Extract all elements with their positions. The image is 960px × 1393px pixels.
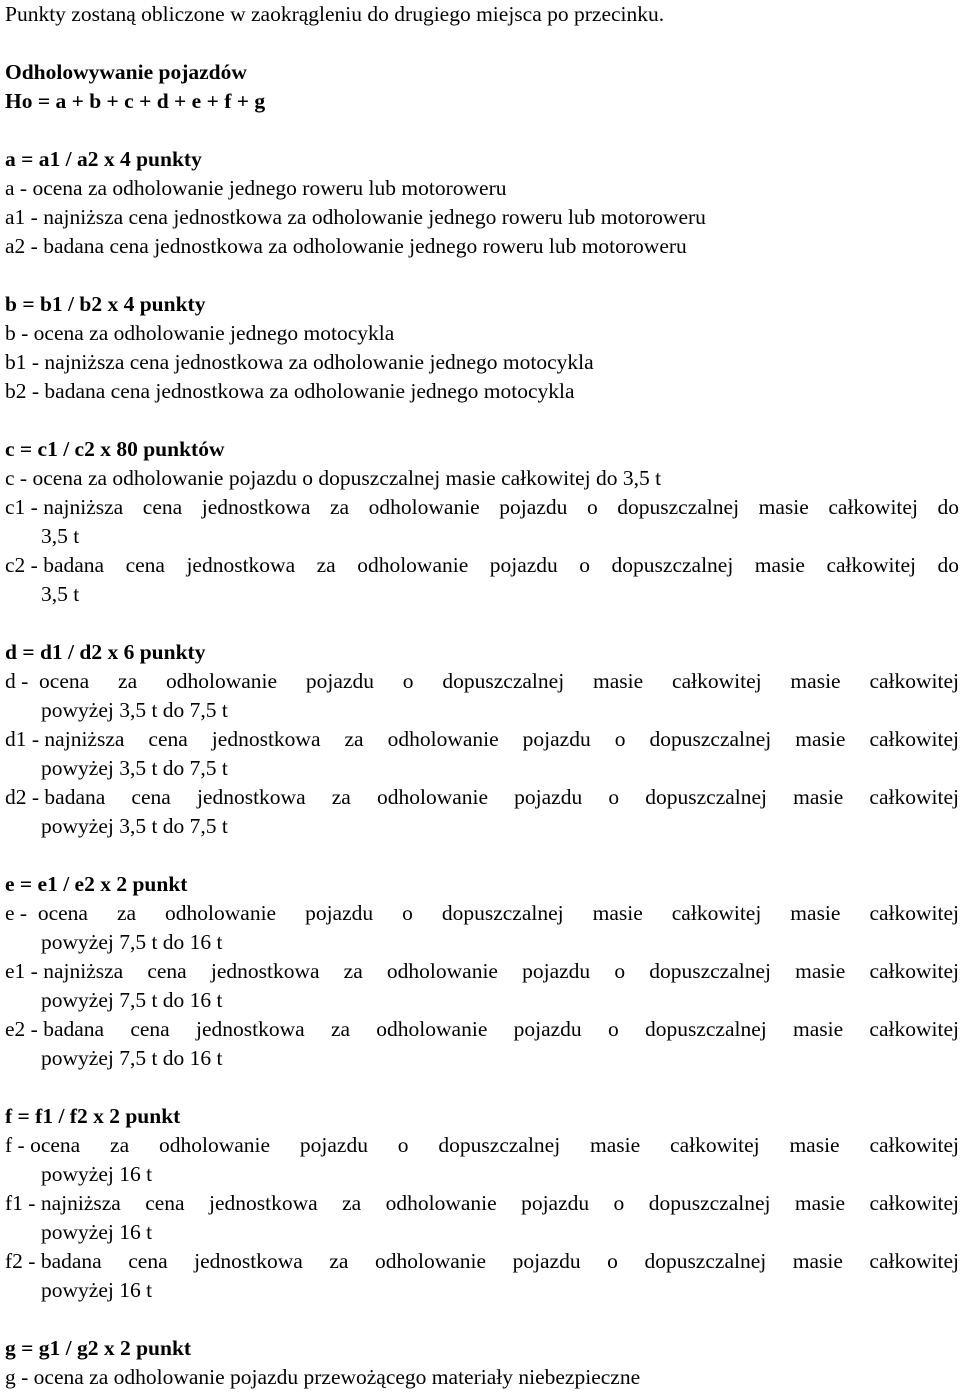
def-code: c2 - <box>5 553 44 577</box>
def-c2 <box>5 551 959 580</box>
document-page <box>5 0 959 1392</box>
intro-text: Punkty zostaną obliczone w zaokrągleniu do drugiego miejsca po przecinku. <box>5 2 665 26</box>
def-text: najniższa cena jednostkowa za odholowanie pojazdu o dopuszczalnej masie całkowitej <box>44 727 959 751</box>
main-formula: Ho = a + b + c + d + e + f + g <box>5 89 266 113</box>
def-e2 <box>5 1015 959 1044</box>
def-f-continuation: powyżej 16 t <box>41 1162 153 1186</box>
def-e-continuation: powyżej 7,5 t do 16 t <box>41 930 223 954</box>
formula-a: a = a1 / a2 x 4 punkty <box>5 147 202 171</box>
def-b: b - ocena za odholowanie jednego motocykla <box>5 321 395 345</box>
def-a1: a1 - najniższa cena jednostkowa za odholowanie jednego roweru lub motoroweru <box>5 205 706 229</box>
def-code: d2 - <box>5 785 45 809</box>
formula-e: e = e1 / e2 x 2 punkt <box>5 872 188 896</box>
def-code: d - <box>5 669 40 693</box>
def-code: f2 - <box>5 1249 41 1273</box>
def-text: badana cena jednostkowa za odholowanie pojazdu o dopuszczalnej masie całkowitej <box>40 1249 959 1273</box>
def-e <box>5 899 959 928</box>
def-f2-continuation: powyżej 16 t <box>41 1278 153 1302</box>
spacer <box>5 841 959 870</box>
def-text: najniższa cena jednostkowa za odholowanie pojazdu o dopuszczalnej masie całkowitej <box>43 959 959 983</box>
spacer <box>5 1073 959 1102</box>
def-code: d1 - <box>5 727 45 751</box>
def-text: badana cena jednostkowa za odholowanie pojazdu o dopuszczalnej masie całkowitej do <box>43 553 959 577</box>
def-a: a - ocena za odholowanie jednego roweru lub motoroweru <box>5 176 507 200</box>
def-f2 <box>5 1247 959 1276</box>
formula-d: d = d1 / d2 x 6 punkty <box>5 640 206 664</box>
spacer <box>5 261 959 290</box>
def-g: g - ocena za odholowanie pojazdu przewożącego materiały niebezpieczne <box>5 1365 641 1389</box>
def-b1: b1 - najniższa cena jednostkowa za odholowanie jednego motocykla <box>5 350 594 374</box>
def-d-continuation: powyżej 3,5 t do 7,5 t <box>41 698 228 722</box>
def-text: najniższa cena jednostkowa za odholowanie pojazdu o dopuszczalnej masie całkowitej do <box>43 495 959 519</box>
spacer <box>5 29 959 58</box>
def-text: ocena za odholowanie pojazdu o dopuszczalnej masie całkowitej masie całkowitej <box>37 901 959 925</box>
def-c: c - ocena za odholowanie pojazdu o dopuszczalnej masie całkowitej do 3,5 t <box>5 466 662 490</box>
def-d1-continuation: powyżej 3,5 t do 7,5 t <box>41 756 228 780</box>
def-text: najniższa cena jednostkowa za odholowanie pojazdu o dopuszczalnej masie całkowitej <box>40 1191 959 1215</box>
section-title: Odholowywanie pojazdów <box>5 60 247 84</box>
def-code: f1 - <box>5 1191 41 1215</box>
spacer <box>5 1305 959 1334</box>
def-c1 <box>5 493 959 522</box>
def-b2: b2 - badana cena jednostkowa za odholowanie jednego motocykla <box>5 379 575 403</box>
def-code: f - <box>5 1133 31 1157</box>
def-text: ocena za odholowanie pojazdu o dopuszczalnej masie całkowitej masie całkowitej <box>30 1133 959 1157</box>
def-code: e - <box>5 901 38 925</box>
spacer <box>5 116 959 145</box>
def-d1 <box>5 725 959 754</box>
def-text: badana cena jednostkowa za odholowanie pojazdu o dopuszczalnej masie całkowitej <box>44 785 959 809</box>
def-code: c1 - <box>5 495 44 519</box>
def-f1 <box>5 1189 959 1218</box>
formula-f: f = f1 / f2 x 2 punkt <box>5 1104 181 1128</box>
spacer <box>5 609 959 638</box>
def-e2-continuation: powyżej 7,5 t do 16 t <box>41 1046 223 1070</box>
def-f <box>5 1131 959 1160</box>
def-e1-continuation: powyżej 7,5 t do 16 t <box>41 988 223 1012</box>
def-d2 <box>5 783 959 812</box>
def-e1 <box>5 957 959 986</box>
def-c2-continuation: 3,5 t <box>41 582 80 606</box>
def-d <box>5 667 959 696</box>
def-f1-continuation: powyżej 16 t <box>41 1220 153 1244</box>
def-c1-continuation: 3,5 t <box>41 524 80 548</box>
formula-b: b = b1 / b2 x 4 punkty <box>5 292 206 316</box>
def-text: badana cena jednostkowa za odholowanie pojazdu o dopuszczalnej masie całkowitej <box>43 1017 959 1041</box>
def-a2: a2 - badana cena jednostkowa za odholowanie jednego roweru lub motoroweru <box>5 234 687 258</box>
def-code: e2 - <box>5 1017 44 1041</box>
formula-c: c = c1 / c2 x 80 punktów <box>5 437 225 461</box>
spacer <box>5 406 959 435</box>
def-code: e1 - <box>5 959 44 983</box>
def-text: ocena za odholowanie pojazdu o dopuszczalnej masie całkowitej masie całkowitej <box>39 669 959 693</box>
formula-g: g = g1 / g2 x 2 punkt <box>5 1336 192 1360</box>
def-d2-continuation: powyżej 3,5 t do 7,5 t <box>41 814 228 838</box>
